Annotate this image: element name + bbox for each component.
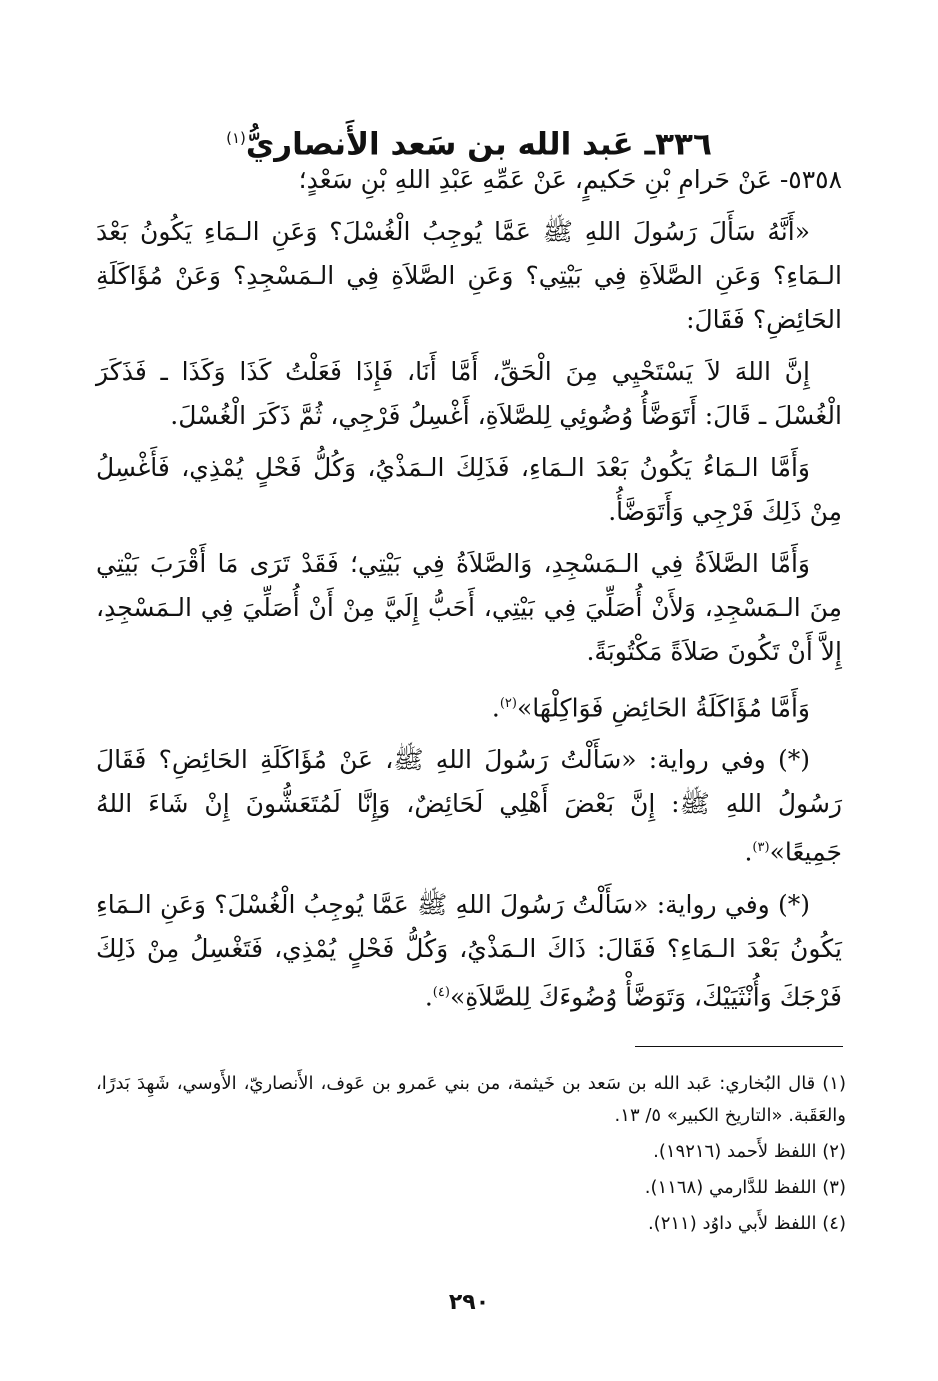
riwaya-paragraph: (*) وفي رواية: «سَأَلْتُ رَسُولَ اللهِ ﷺ عَمَّا يُوجِبُ الْغُسْلَ؟ وَعَنِ الـمَاءِ يَكُونُ بَعْدَ الـمَاءِ؟ فَقَالَ: ذَاكَ الـمَذْيُ، وَكُلُّ فَحْلٍ يُمْذِي، فَتَغْسِلُ مِنْ ذَلِكَ فَرْجَكَ وَأُنْثَيَيْكَ، وَتَوَضَّأْ وُضُوءَكَ لِلصَّلاَةِ»$^{(٤)}$. [96,889,842,1011]
riwaya-paragraph: (*) وفي رواية: «سَأَلْتُ رَسُولَ اللهِ ﷺ، عَنْ مُؤَاكَلَةِ الحَائِضِ؟ فَقَالَ رَسُولُ اللهِ ﷺ: إِنَّ بَعْضَ أَهْلِي لَحَائِضٌ، وَإِنَّا لَمُتَعَشُّونَ إِنْ شَاءَ اللهُ جَمِيعًا»$^{(٣)}$. [96,745,842,867]
chapter-title: ٣٣٦ـ عَبد الله بن سَعد الأَنصاريُّ [245,126,712,163]
footnote-3: (٣) اللفظ للدَّارمي (١١٦٨). [644,1177,846,1198]
footnote-ref-3: (٣) [752,840,770,856]
hadith-isnad: ٥٣٥٨- عَنْ حَرامِ بْنِ حَكيمٍ، عَنْ عَمِّهِ عَبْدِ اللهِ بْنِ سَعْدٍ؛ [298,165,842,194]
footnote-divider [635,1046,843,1047]
footnote-2: (٢) اللفظ لأَحمد (١٩٢١٦). [653,1141,846,1162]
footnote-4: (٤) اللفظ لأَبي داوُد (٢١١). [647,1213,846,1234]
footnote-1: (١) قال البُخاري: عَبد الله بن سَعد بن خَيثمة، من بني عَمرو بن عَوف، الأَنصاريّ، الأَوسي، شَهِدَ بَدرًا، والعَقَبة. «التاريخ الكبير» ٥/ ١٣. [96,1073,846,1126]
hadith-paragraph: وَأَمَّا الـمَاءُ يَكُونُ بَعْدَ الـمَاءِ، فَذَلِكَ الـمَذْيُ، وَكُلُّ فَحْلٍ يُمْذِي، فَأَغْسِلُ مِنْ ذَلِكَ فَرْجِي وَأَتَوَضَّأُ. [96,453,842,526]
page-number: ٢٩٠ [448,1290,490,1315]
footnote-ref-2: (٢) [499,696,517,711]
hadith-paragraph: «أَنَّهُ سَأَلَ رَسُولَ اللهِ ﷺ عَمَّا يُوجِبُ الْغُسْلَ؟ وَعَنِ الـمَاءِ يَكُونُ بَعْدَ الـمَاءِ؟ وَعَنِ الصَّلاَةِ فِي بَيْتِي؟ وَعَنِ الصَّلاَةِ فِي الـمَسْجِدِ؟ وَعَنْ مُؤَاكَلَةِ الحَائِضِ؟ فَقَالَ: [96,217,842,334]
hadith-paragraph: وَأَمَّا الصَّلاَةُ فِي الـمَسْجِدِ، وَالصَّلاَةُ فِي بَيْتِي؛ فَقَدْ تَرَى مَا أَقْرَبَ بَيْتِي مِنَ الـمَسْجِدِ، وَلأَنْ أُصَلِّيَ فِي بَيْتِي، أَحَبُّ إِلَيَّ مِنْ أَنْ أُصَلِّيَ فِي الـمَسْجِدِ، إِلاَّ أَنْ تَكُونَ صَلاَةً مَكْتُوبَةً. [96,549,842,666]
footnotes [96,1068,846,1244]
footnote-ref-1: (١) [226,128,246,147]
hadith-paragraph: إِنَّ اللهَ لاَ يَسْتَحْيِي مِنَ الْحَقِّ، أَمَّا أَنَا، فَإِذَا فَعَلْتُ كَذَا وَكَذَا ـ فَذَكَرَ الْغُسْلَ ـ قَالَ: أَتَوَضَّأُ وُضُوئِي لِلصَّلاَةِ، أَغْسِلُ فَرْجِي، ثُمَّ ذَكَرَ الْغُسْلَ. [96,357,842,430]
hadith-paragraph: وَأَمَّا مُؤَاكَلَةُ الحَائِضِ فَوَاكِلْهَا»$^{(٢)}$. [491,693,810,723]
hadith-text [96,158,842,1027]
footnote-ref-4: (٤) [432,984,450,1000]
